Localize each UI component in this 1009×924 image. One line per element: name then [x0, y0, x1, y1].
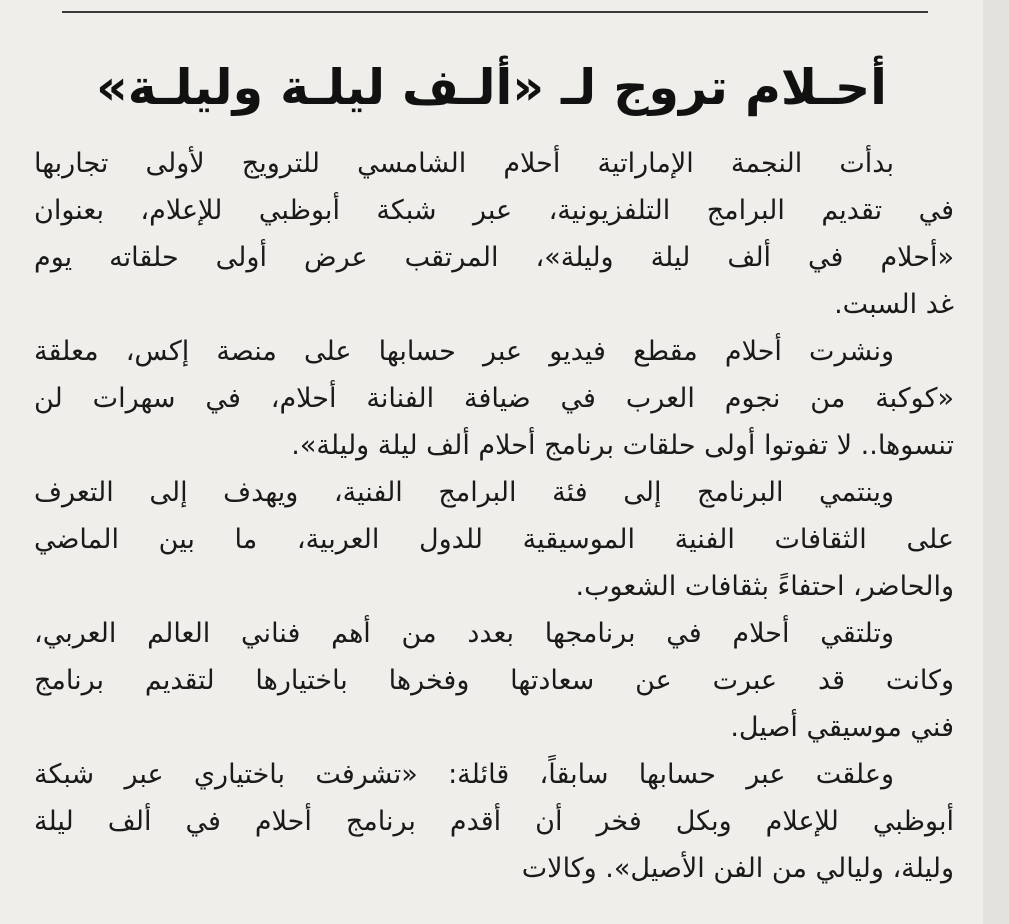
- paragraph-line: والحاضر، احتفاءً بثقافات الشعوب.: [575, 571, 954, 602]
- page-margin-strip: [983, 0, 1009, 924]
- paragraph-5: [34, 751, 954, 892]
- paragraph-line: أبوظبي للإعلام وبكل فخر أن أقدم برنامج أحلام في ألف ليلة: [34, 806, 954, 837]
- paragraph-line: وتلتقي أحلام في برنامجها بعدد من أهم فناني العالم العربي،: [34, 618, 894, 649]
- paragraph-line: تنسوها.. لا تفوتوا أولى حلقات برنامج أحلام ألف ليلة وليلة».: [291, 430, 954, 461]
- paragraph-line: على الثقافات الفنية الموسيقية للدول العربية، ما بين الماضي: [34, 524, 954, 555]
- paragraph-line: فني موسيقي أصيل.: [730, 712, 954, 743]
- paragraph-line: بدأت النجمة الإماراتية أحلام الشامسي للترويج لأولى تجاربها: [34, 148, 894, 179]
- paragraph-2: [34, 328, 954, 469]
- paragraph-line: «أحلام في ألف ليلة وليلة»، المرتقب عرض أولى حلقاته يوم: [34, 242, 954, 273]
- paragraph-line: غد السبت.: [834, 289, 954, 320]
- top-rule: [62, 11, 928, 13]
- paragraph-line: «كوكبة من نجوم العرب في ضيافة الفنانة أحلام، في سهرات لن: [34, 383, 954, 414]
- paragraph-1: [34, 140, 954, 328]
- article-headline: أحـلام تروج لـ «ألـف ليلـة وليلـة»: [96, 59, 887, 116]
- paragraph-line: وينتمي البرنامج إلى فئة البرامج الفنية، ويهدف إلى التعرف: [34, 477, 894, 508]
- paragraph-line: وكانت قد عبرت عن سعادتها وفخرها باختيارها لتقديم برنامج: [34, 665, 954, 696]
- article-body: [34, 140, 954, 892]
- paragraph-line: وليلة، وليالي من الفن الأصيل». وكالات: [521, 853, 954, 884]
- paragraph-line: في تقديم البرامج التلفزيونية، عبر شبكة أبوظبي للإعلام، بعنوان: [34, 195, 954, 226]
- paragraph-line: وعلقت عبر حسابها سابقاً، قائلة: «تشرفت باختياري عبر شبكة: [34, 759, 894, 790]
- paragraph-line: ونشرت أحلام مقطع فيديو عبر حسابها على منصة إكس، معلقة: [34, 336, 894, 367]
- paragraph-3: [34, 469, 954, 610]
- paragraph-4: [34, 610, 954, 751]
